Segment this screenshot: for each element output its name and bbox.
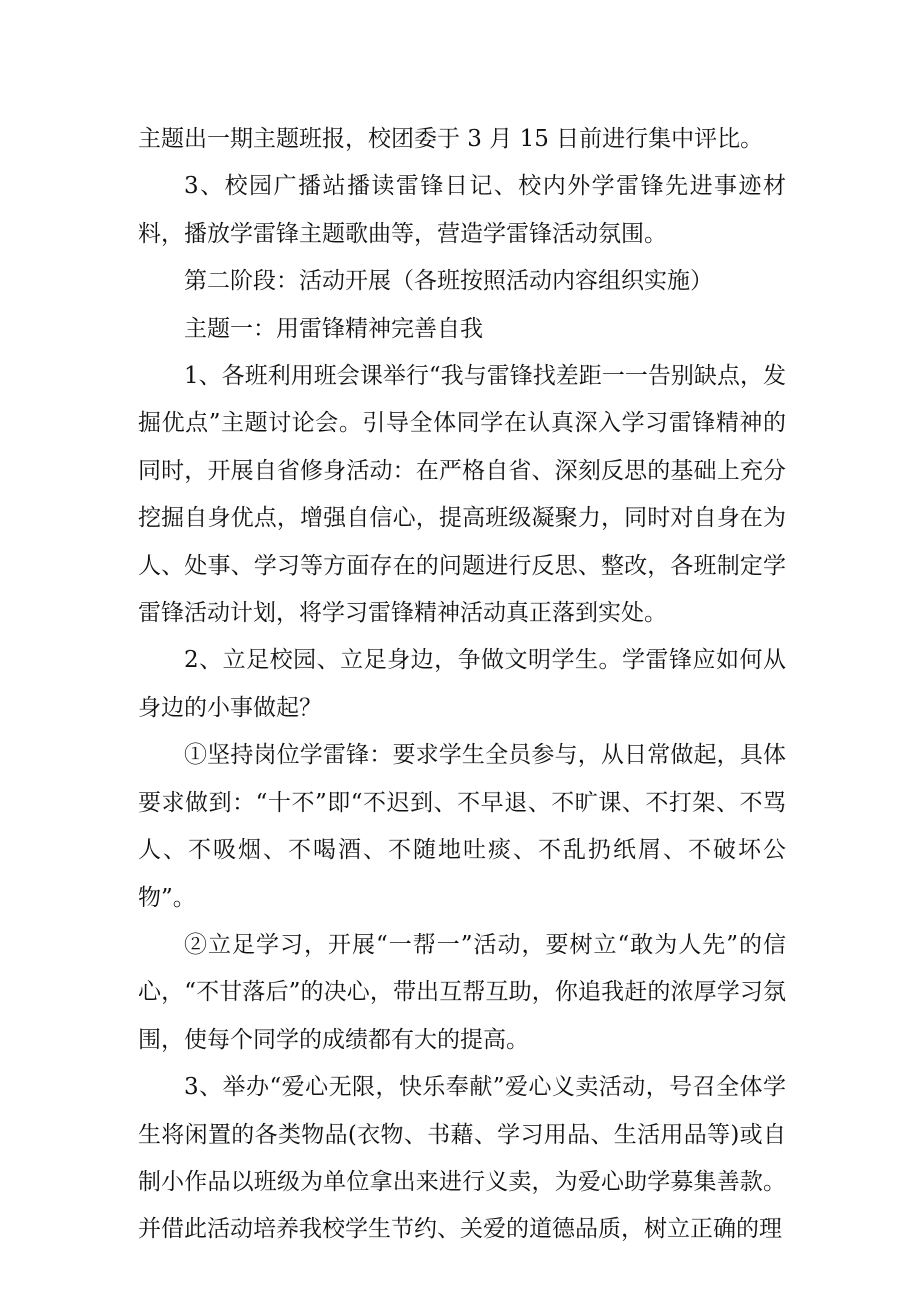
paragraph: ②立足学习，开展“一帮一”活动，要树立“敢为人先”的信心，“不甘落后”的决心，带出互帮互助，你追我赶的浓厚学习氛围，使每个同学的成绩都有大的提高。: [138, 931, 786, 1053]
paragraph: ①坚持岗位学雷锋：要求学生全员参与，从日常做起，具体要求做到：“十不”即“不迟到、不早退、不旷课、不打架、不骂人、不吸烟、不喝酒、不随地吐痰、不乱扔纸屑、不破坏公物”。: [138, 742, 786, 911]
section-heading: 第二阶段：活动开展（各班按照活动内容组织实施）: [184, 268, 713, 295]
paragraph: 2、立足校园、立足身边，争做文明学生。学雷锋应如何从身边的小事做起？: [138, 647, 786, 721]
theme-heading: 主题一：用雷锋精神完善自我: [184, 315, 483, 342]
document-body: [138, 116, 786, 1254]
paragraph: 3、校园广播站播读雷锋日记、校内外学雷锋先进事迹材料，播放学雷锋主题歌曲等，营造学雷锋活动氛围。: [138, 173, 786, 247]
paragraph: 主题出一期主题班报，校团委于 3 月 15 日前进行集中评比。: [138, 126, 764, 152]
paragraph: 3、举办“爱心无限，快乐奉献”爱心义卖活动，号召全体学生将闲置的各类物品(衣物、书藉、学习用品、生活用品等)或自制小作品以班级为单位拿出来进行义卖，为爱心助学募集善款。并借此活动培养我校学生节约、关爱的道德品质，树立正确的理: [138, 1074, 786, 1243]
paragraph: 1、各班利用班会课举行“我与雷锋找差距一一告别缺点，发掘优点”主题讨论会。引导全体同学在认真深入学习雷锋精神的同时，开展自省修身活动：在严格自省、深刻反思的基础上充分挖掘自身优点，增强自信心，提高班级凝聚力，同时对自身在为人、处事、学习等方面存在的问题进行反思、整改，各班制定学雷锋活动计划，将学习雷锋精神活动真正落到实处。: [138, 363, 786, 627]
